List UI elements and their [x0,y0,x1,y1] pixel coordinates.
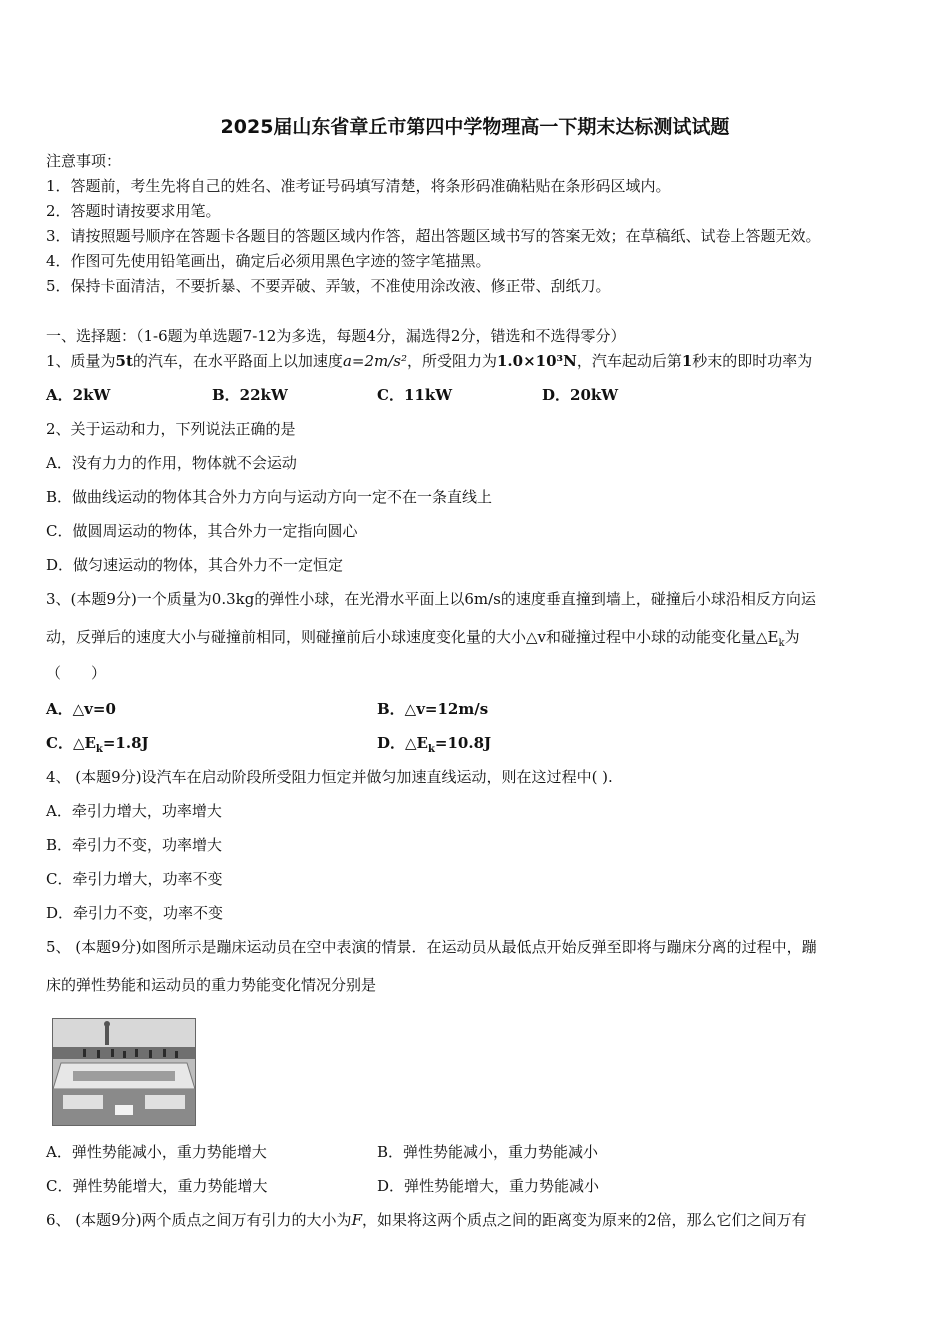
question-1-option-a: A．2kW [46,386,111,404]
question-4-option-b: B．牵引力不变，功率增大 [46,836,223,854]
question-3-stem-line3: （ ） [46,664,107,682]
question-5-option-a: A．弹性势能减小，重力势能增大 [46,1143,267,1161]
question-4-option-a: A．牵引力增大，功率增大 [46,802,222,820]
question-5-stem-line2: 床的弹性势能和运动员的重力势能变化情况分别是 [46,976,377,994]
section-heading: 一、选择题：（1-6题为单选题7-12为多选，每题4分，漏选得2分，错选和不选得零分） [46,327,626,345]
question-3-option-a: A．△v=0 [46,700,116,718]
notice-item: 2．答题时请按要求用笔。 [46,202,221,220]
question-2-option-b: B．做曲线运动的物体其合外力方向与运动方向一定不在一条直线上 [46,488,493,506]
question-3-option-c: C．$\triangle E_k=1.8J$ [46,734,149,755]
question-3-option-d: D．$\triangle E_k=10.8J$ [377,734,492,755]
question-5-stem-line1: 5、 (本题9分)如图所示是蹦床运动员在空中表演的情景．在运动员从最低点开始反弹至即将与蹦床分离的过程中，蹦 [46,938,817,956]
question-3-stem-line1: 3、(本题9分)一个质量为0.3kg的弹性小球，在光滑水平面上以6m/s的速度垂直撞到墙上，碰撞后小球沿相反方向运 [46,590,816,608]
notice-item: 5．保持卡面清洁，不要折暴、不要弄破、弄皱，不准使用涂改液、修正带、刮纸刀。 [46,277,611,295]
question-2-option-a: A．没有力力的作用，物体就不会运动 [46,454,297,472]
question-4-option-d: D．牵引力不变，功率不变 [46,904,224,922]
question-4-option-c: C．牵引力增大，功率不变 [46,870,223,888]
notice-item: 1．答题前，考生先将自己的姓名、准考证号码填写清楚，将条形码准确粘贴在条形码区域内。 [46,177,671,195]
question-3-stem-line2: 动，反弹后的速度大小与碰撞前相同，则碰撞前后小球速度变化量的大小△v和碰撞过程中小球的动能变化量$\triangle E_k$为 [46,628,800,649]
notice-item: 4．作图可先使用铅笔画出，确定后必须用黑色字迹的签字笔描黑。 [46,252,491,270]
question-5-option-d: D．弹性势能增大，重力势能减小 [377,1177,600,1195]
question-1-option-d: D．20kW [542,386,619,404]
question-1-option-c: C．11kW [377,386,453,404]
question-2-option-c: C．做圆周运动的物体，其合外力一定指向圆心 [46,522,358,540]
trampoline-photo [52,1018,196,1126]
question-3-option-b: B．△v=12m/s [377,700,489,718]
exam-title: 2025届山东省章丘市第四中学物理高一下期末达标测试试题 [220,116,730,138]
notice-heading: 注意事项： [46,152,122,170]
notice-item: 3．请按照题号顺序在答题卡各题目的答题区域内作答，超出答题区域书写的答案无效；在草稿纸、试卷上答题无效。 [46,227,821,245]
question-1-option-b: B．22kW [212,386,288,404]
question-1-stem: 1、质量为5t的汽车，在水平路面上以加速度a=2m/s²，所受阻力为1.0×10³N，汽车起动后第1秒末的即时功率为 [46,352,813,370]
question-5-option-b: B．弹性势能减小，重力势能减小 [377,1143,599,1161]
question-4-stem: 4、 (本题9分)设汽车在启动阶段所受阻力恒定并做匀加速直线运动，则在这过程中( ). [46,768,613,786]
question-6-stem-line1: 6、 (本题9分)两个质点之间万有引力的大小为F，如果将这两个质点之间的距离变为原来的2倍，那么它们之间万有 [46,1211,807,1229]
question-2-stem: 2、关于运动和力，下列说法正确的是 [46,420,296,438]
question-5-option-c: C．弹性势能增大，重力势能增大 [46,1177,268,1195]
question-2-option-d: D．做匀速运动的物体，其合外力不一定恒定 [46,556,344,574]
